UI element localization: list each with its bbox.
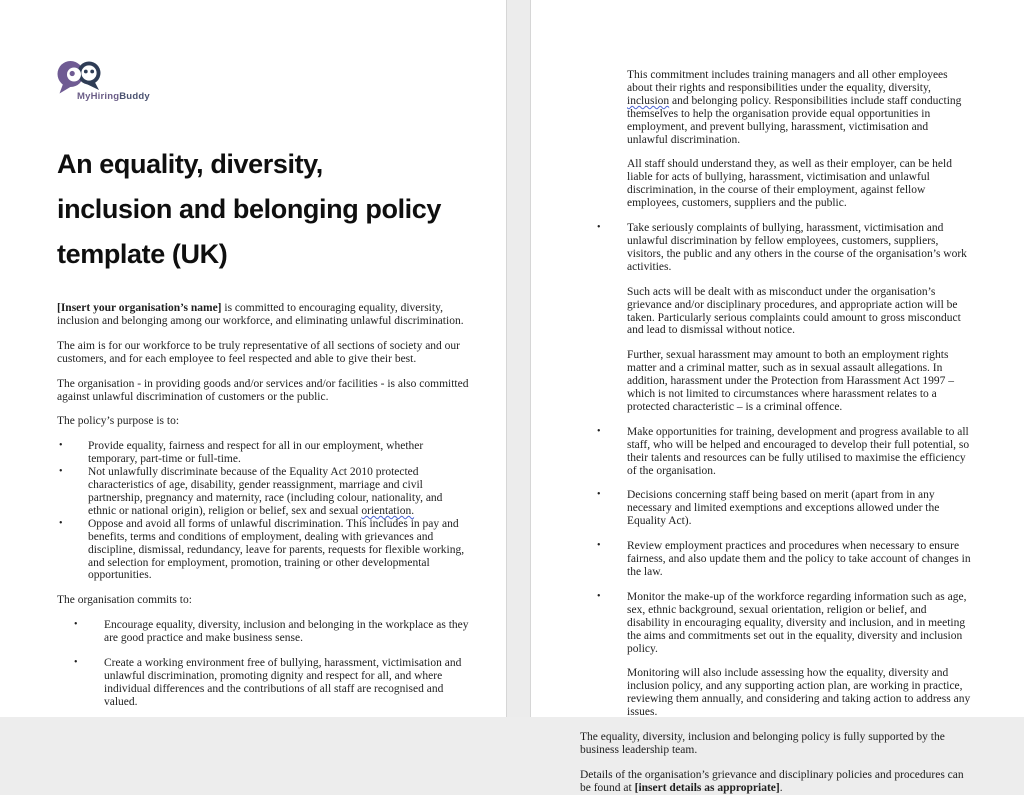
text-run: Encourage equality, diversity, inclusion and belonging in the workplace as they are good practice and make business sense. bbox=[104, 619, 469, 645]
text-run: . bbox=[779, 781, 783, 794]
brand-part-1: MyHiring bbox=[77, 91, 120, 102]
bullet-marker: • bbox=[597, 425, 601, 437]
bullet-marker: • bbox=[74, 619, 78, 631]
paragraph bbox=[627, 667, 971, 719]
placeholder-text: [Insert your organisation’s name] bbox=[57, 302, 222, 314]
text-run: Such acts will be dealt with as misconduct under the organisation’s grievance and/or disciplinary procedures, and appropriate action will be taken. Particularly serious complaints could amount to gross misconduct and lead to dismissal without notice. bbox=[627, 285, 961, 337]
paragraph bbox=[57, 340, 470, 366]
page-1-content bbox=[57, 142, 470, 709]
text-run: Further, sexual harassment may amount to both an employment rights matter and a criminal matter, such as in sexual assault allegations. In addition, harassment under the Protection from Harassment Act 1997 – which is not limited to circumstances where harassment relates to a protected characteristic – is a criminal offence. bbox=[627, 349, 955, 413]
title-line: inclusion and belonging policy bbox=[57, 194, 442, 224]
text-run: All staff should understand they, as well as their employer, can be held liable for acts of bullying, harassment, victimisation and unlawful discrimination, in the course of their employment, against fellow employees, customers, suppliers and the public. bbox=[627, 158, 952, 210]
bullet-marker: • bbox=[59, 440, 63, 452]
text-run: The equality, diversity, inclusion and belonging policy is fully supported by the business leadership team. bbox=[580, 731, 945, 756]
bullet-item bbox=[580, 591, 971, 656]
paragraph bbox=[627, 349, 971, 414]
text-run: Monitor the make-up of the workforce regarding information such as age, sex, ethnic background, sexual orientation, religion or belief, and disability in encouraging equality, diversity and inclusion, and in meeting the aims and commitments set out in the equality, diversity and inclusion policy. bbox=[627, 590, 967, 655]
text-run: Decisions concerning staff being based on merit (apart from in any necessary and limited exemptions and exceptions allowed under the Equality Act). bbox=[627, 489, 940, 528]
paragraph bbox=[627, 286, 971, 338]
bullet-list bbox=[57, 440, 470, 582]
document-title bbox=[57, 142, 470, 277]
text-run: Not unlawfully discriminate because of the Equality Act 2010 protected characteristics of age, disability, gender reassignment, marriage and civil partnership, pregnancy and maternity, race (including colour, nationality, and ethnic or national origin), religion or belief, sex and sexual bbox=[88, 466, 443, 517]
text-run: is committed to encouraging equality, diversity, inclusion and belonging among our workforce, and eliminating unlawful discrimination. bbox=[57, 302, 464, 327]
text-run: and belonging policy. Responsibilities include staff conducting themselves to help the organisation provide equal opportunities in employment, and prevent bullying, harassment, victimisation and unlawful discrimination. bbox=[627, 94, 962, 146]
paragraph bbox=[57, 302, 470, 328]
bullet-item bbox=[580, 489, 971, 528]
page-2-content bbox=[580, 69, 971, 795]
bullet-marker: • bbox=[59, 466, 63, 478]
text-run: Monitoring will also include assessing how the equality, diversity and inclusion policy, and any supporting action plan, are working in practice, reviewing them annually, and considering and taking action to address any issues. bbox=[627, 667, 971, 719]
paragraph bbox=[580, 769, 971, 795]
bullet-marker: • bbox=[597, 590, 601, 602]
text-run: This commitment includes training managers and all other employees about their rights and responsibilities under the equality, diversity, bbox=[627, 69, 948, 94]
text-run: The policy’s purpose is to: bbox=[57, 415, 180, 428]
spellcheck-flagged-word: orientation. bbox=[361, 504, 415, 517]
page-1 bbox=[0, 0, 507, 717]
placeholder-text: [insert details as appropriate] bbox=[634, 781, 780, 794]
bullet-marker: • bbox=[597, 489, 601, 501]
text-run: Make opportunities for training, development and progress available to all staff, who will be helped and encouraged to develop their full potential, so their talents and resources can be fully utilised to maximise the efficiency of the organisation. bbox=[627, 425, 970, 477]
bullet-item bbox=[580, 540, 971, 579]
text-run: The organisation - in providing goods and/or services and/or facilities - is also committed against unlawful discrimination of customers or the public. bbox=[57, 377, 469, 403]
myhiringbuddy-logo bbox=[57, 60, 470, 107]
text-run: Details of the organisation’s grievance and disciplinary policies and procedures can be found at bbox=[580, 768, 964, 794]
title-line: An equality, diversity, bbox=[57, 149, 323, 179]
brand-part-2: Buddy bbox=[119, 91, 150, 102]
paragraph bbox=[580, 731, 971, 757]
spellcheck-flagged-word: inclusion bbox=[627, 94, 670, 107]
text-run: Create a working environment free of bullying, harassment, victimisation and unlawful discrimination, promoting dignity and respect for all, and where individual differences and the contributions of all staff are recognised and valued. bbox=[104, 657, 462, 708]
bullet-item bbox=[57, 657, 470, 709]
paragraph bbox=[627, 69, 971, 146]
bullet-item bbox=[57, 466, 470, 518]
bullet-marker: • bbox=[597, 222, 601, 234]
paragraph bbox=[57, 415, 470, 428]
bullet-item bbox=[57, 619, 470, 645]
text-run: Take seriously complaints of bullying, harassment, victimisation and unlawful discrimination by fellow employees, customers, suppliers, visitors, the public and any others in the course of the organisation’s work activities. bbox=[627, 222, 967, 273]
paragraph bbox=[627, 158, 971, 210]
bullet-item bbox=[580, 426, 971, 478]
bullet-item bbox=[57, 518, 470, 583]
bullet-item bbox=[57, 440, 470, 466]
paragraph bbox=[57, 378, 470, 404]
page-2 bbox=[530, 0, 1024, 794]
title-line: template (UK) bbox=[57, 239, 228, 269]
text-run: The organisation commits to: bbox=[57, 594, 192, 607]
text-run: Review employment practices and procedures when necessary to ensure fairness, and also update them and the policy to take account of changes in the law. bbox=[627, 540, 971, 578]
bullet-marker: • bbox=[74, 657, 78, 669]
page-gap bbox=[507, 0, 530, 717]
bullet-marker: • bbox=[597, 540, 601, 552]
paragraph bbox=[57, 594, 470, 607]
bullet-marker: • bbox=[59, 517, 63, 529]
text-run: The aim is for our workforce to be truly representative of all sections of society and our customers, and for each employee to feel respected and able to give their best. bbox=[57, 339, 461, 365]
bullet-item bbox=[580, 222, 971, 274]
text-run: Provide equality, fairness and respect for all in our employment, whether temporary, part-time or full-time. bbox=[88, 440, 424, 466]
text-run: Oppose and avoid all forms of unlawful discrimination. This includes in pay and benefits, terms and conditions of employment, dealing with grievances and discipline, dismissal, redundancy, leave for parents, requests for flexible working, and selection for employment, promotion, training or other developmental opportunities. bbox=[88, 517, 465, 582]
brand-wordmark bbox=[77, 91, 150, 104]
